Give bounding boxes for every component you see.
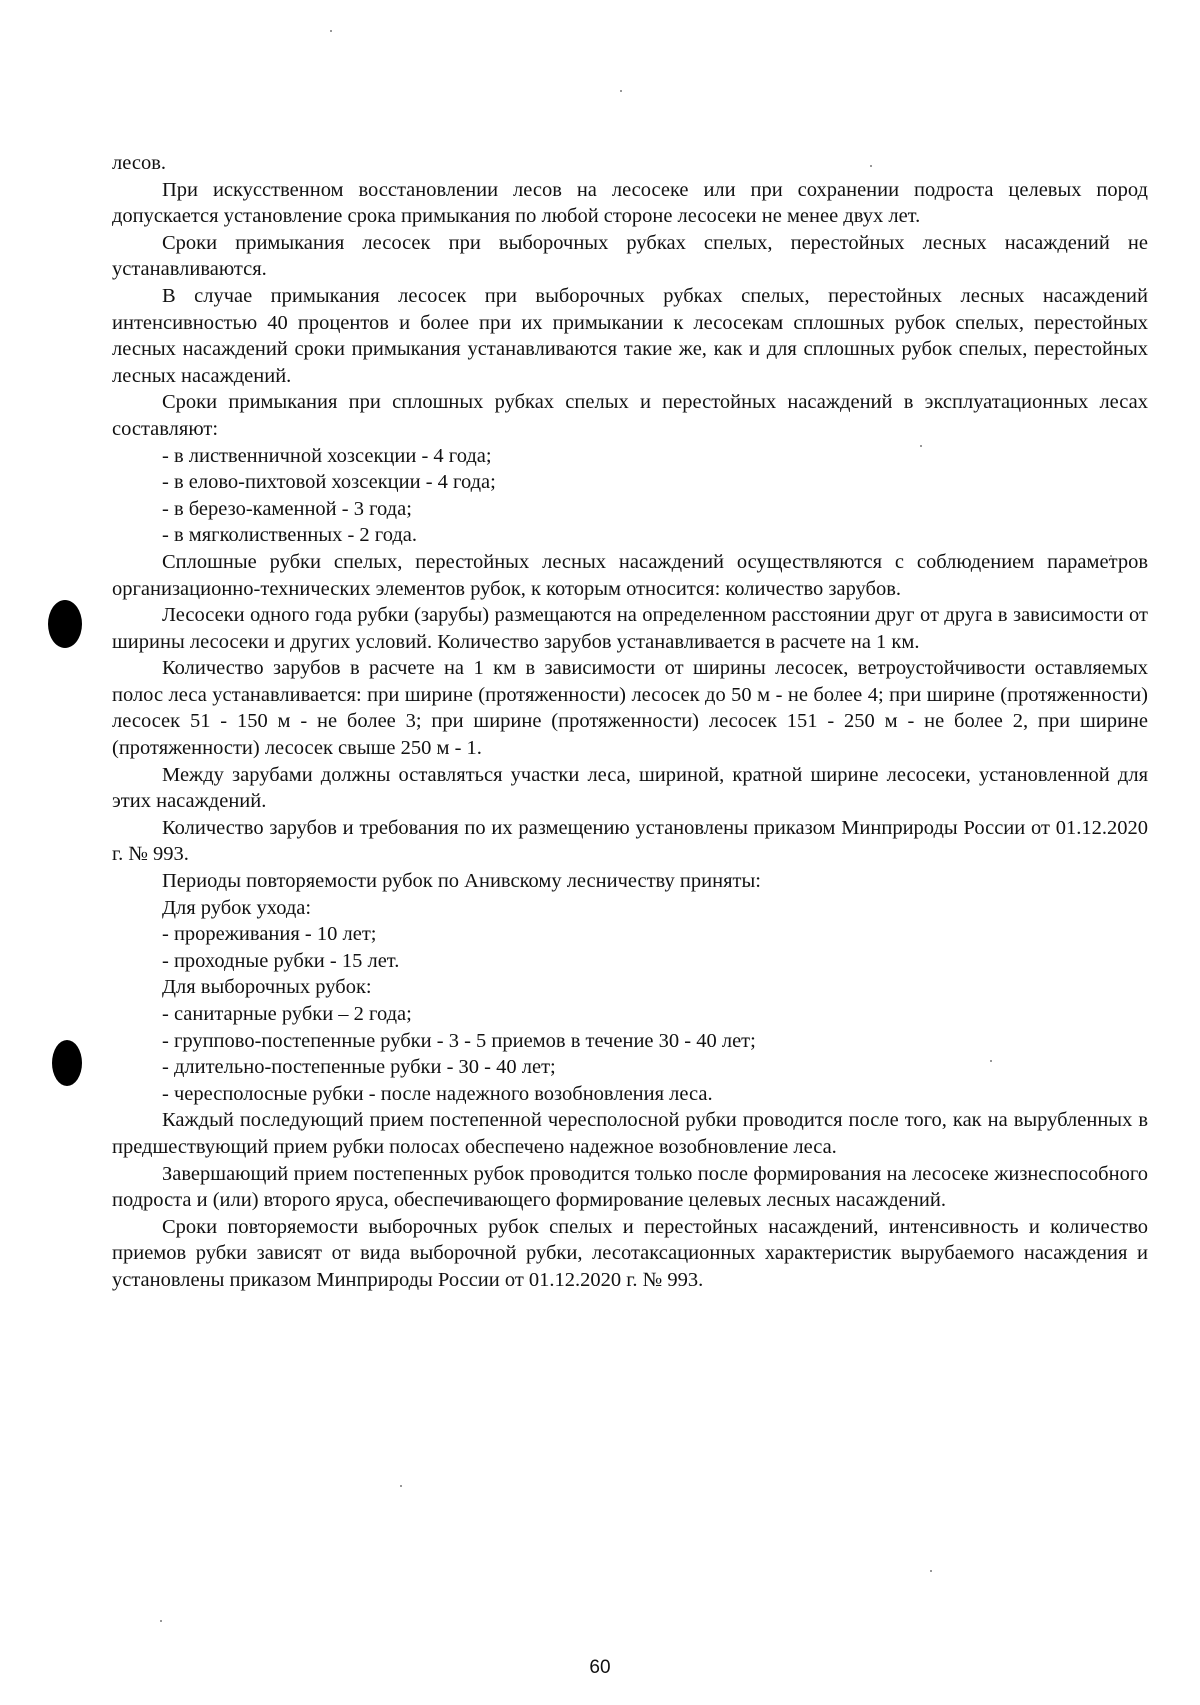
paragraph: Лесосеки одного года рубки (зарубы) размещаются на определенном расстоянии друг от друга в зависимости от ширины лесосеки и других условий. Количество зарубов устанавливается в расчете на 1 км. bbox=[112, 604, 1148, 653]
list-item: - чересполосные рубки - после надежного возобновления леса. bbox=[162, 1082, 713, 1105]
list-item: - в мягколиственных - 2 года. bbox=[162, 524, 418, 547]
list-item: - длительно-постепенные рубки - 30 - 40 лет; bbox=[162, 1056, 556, 1079]
paragraph: Сплошные рубки спелых, перестойных лесных насаждений осуществляются с соблюдением параметров организационно-технических элементов рубок, к которым относится: количество зарубов. bbox=[112, 550, 1148, 600]
list-item: - проходные рубки - 15 лет. bbox=[162, 949, 400, 972]
list-item: - в березо-каменной - 3 года; bbox=[162, 497, 412, 520]
paragraph: В случае примыкания лесосек при выборочных рубках спелых, перестойных лесных насаждений интенсивностью 40 процентов и более при их примыкании к лесосекам сплошных рубок спелых, перестойных лесных насаждений сроки примыкания устанавливаются такие же, как и для сплошных рубок спелых, перестойных лесных насаждений. bbox=[112, 284, 1148, 387]
paragraph: Каждый последующий прием постепенной чересполосной рубки проводится после того, как на вырубленных в предшествующий прием рубки полосах обеспечено надежное возобновление леса. bbox=[112, 1109, 1148, 1158]
paragraph: Периоды повторяемости рубок по Анивскому лесничеству приняты: bbox=[162, 870, 761, 893]
list-item: - в лиственничной хозсекции - 4 года; bbox=[162, 444, 492, 467]
page-number: 60 bbox=[589, 1657, 611, 1678]
paragraph: Сроки примыкания при сплошных рубках спелых и перестойных насаждений в эксплуатационных лесах составляют: bbox=[112, 391, 1148, 440]
scan-speck bbox=[930, 1570, 932, 1572]
scan-speck bbox=[620, 90, 622, 92]
paragraph: Между зарубами должны оставляться участки леса, шириной, кратной ширине лесосеки, установленной для этих насаждений. bbox=[112, 763, 1148, 813]
paragraph: Количество зарубов и требования по их размещению установлены приказом Минприроды России от 01.12.2020 г. № 993. bbox=[112, 816, 1148, 866]
paragraph: лесов. bbox=[112, 152, 166, 174]
list-item: - в елово-пихтовой хозсекции - 4 года; bbox=[162, 471, 496, 494]
list-heading: Для выборочных рубок: bbox=[162, 976, 372, 999]
list-heading: Для рубок ухода: bbox=[162, 896, 312, 919]
paragraph: Сроки повторяемости выборочных рубок спелых и перестойных насаждений, интенсивность и количество приемов рубки зависят от вида выборочной рубки, лесотаксационных характеристик вырубаемого насаждения и установлены приказом Минприроды России от 01.12.2020 г. № 993. bbox=[112, 1215, 1148, 1291]
paragraph: При искусственном восстановлении лесов на лесосеке или при сохранении подроста целевых пород допускается установление срока примыкания по любой стороне лесосеки не менее двух лет. bbox=[112, 178, 1148, 228]
list-item: - группово-постепенные рубки - 3 - 5 приемов в течение 30 - 40 лет; bbox=[162, 1029, 756, 1052]
paragraph: Сроки примыкания лесосек при выборочных рубках спелых, перестойных лесных насаждений не устанавливаются. bbox=[112, 231, 1148, 281]
scan-speck bbox=[160, 1620, 162, 1622]
punch-hole bbox=[52, 1040, 82, 1086]
scan-speck bbox=[400, 1485, 402, 1487]
body-text bbox=[112, 150, 1148, 1294]
list-item: - санитарные рубки – 2 года; bbox=[162, 1003, 412, 1025]
scan-speck bbox=[330, 30, 332, 32]
paragraph: Количество зарубов в расчете на 1 км в зависимости от ширины лесосек, ветроустойчивости оставляемых полос леса устанавливается: при ширине (протяженности) лесосек до 50 м - не более 4; при ширине (протяженности) лесосек 51 - 150 м - не более 3; при ширине (протяженности) лесосек 151 - 250 м - не более 2, при ширине (протяженности) лесосек свыше 250 м - 1. bbox=[112, 657, 1148, 760]
list-item: - прореживания - 10 лет; bbox=[162, 923, 377, 946]
punch-hole bbox=[48, 600, 82, 648]
paragraph: Завершающий прием постепенных рубок проводится только после формирования на лесосеке жизнеспособного подроста и (или) второго яруса, обеспечивающего формирование целевых лесных насаждений. bbox=[112, 1162, 1148, 1212]
